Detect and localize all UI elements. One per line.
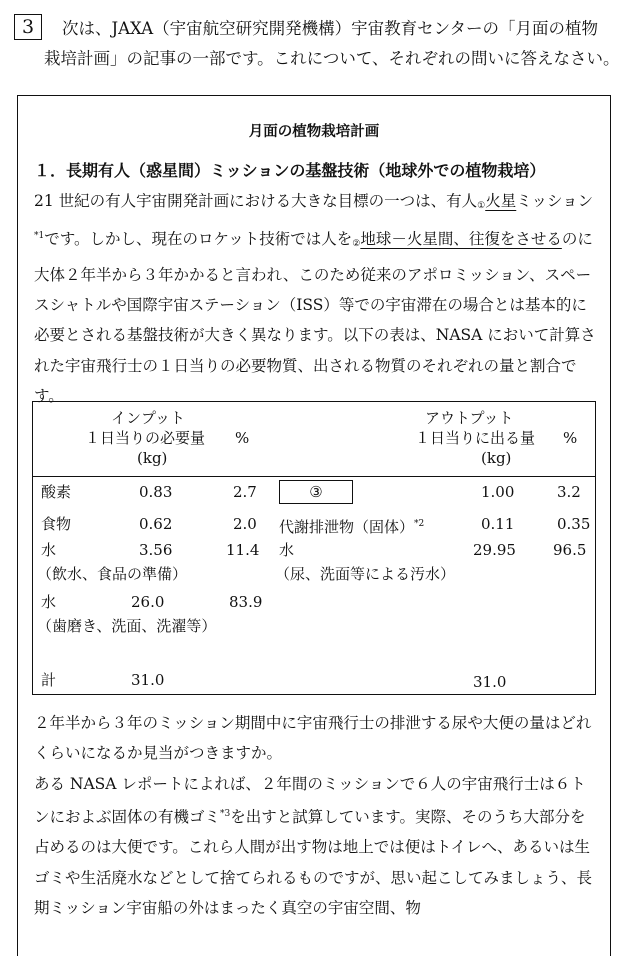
p3-text-a: ある NASA レポートによれば、２年間のミッションで６人の宇宙飛行士は６トンにおよぶ固体の有機ゴミ <box>34 774 586 827</box>
input-food-label: 食物 <box>41 515 72 533</box>
input-output-table <box>32 401 596 695</box>
output-solid-text: 代謝排泄物（固体） <box>279 518 415 536</box>
output-blank-amount: 1.00 <box>481 483 515 501</box>
output-solid-pct: 0.35 <box>557 515 591 533</box>
input-unit: (kg) <box>137 449 168 467</box>
output-solid-label <box>279 514 424 537</box>
input-oxygen-label: 酸素 <box>41 483 72 501</box>
output-unit: (kg) <box>481 449 512 467</box>
section-heading: １．長期有人（惑星間）ミッションの基盤技術（地球外での植物栽培） <box>34 161 546 180</box>
input-oxygen-pct: 2.7 <box>233 483 257 501</box>
input-food-amount: 0.62 <box>139 515 173 533</box>
p1-text-a: 21 世紀の有人宇宙開発計画における大きな目標の一つは、有人 <box>34 192 478 210</box>
input-water2-label: 水 <box>41 593 57 611</box>
marker-1: ① <box>477 201 486 211</box>
input-water1-label: 水 <box>41 541 57 559</box>
footnote-2: *2 <box>414 519 425 529</box>
article-title: 月面の植物栽培計画 <box>248 124 380 140</box>
underlined-term-1: 火星 <box>485 192 517 210</box>
question-instruction <box>44 14 624 74</box>
answer-blank-3[interactable]: ③ <box>279 480 353 504</box>
input-oxygen-amount: 0.83 <box>139 483 173 501</box>
output-header: アウトプット <box>425 409 514 427</box>
article-paragraph-2 <box>34 708 600 923</box>
article-frame <box>17 95 611 956</box>
article-paragraph-3 <box>34 769 600 924</box>
instruction-line-1: 次は、JAXA（宇宙航空研究開発機構）宇宙教育センターの「月面の植物 <box>62 19 598 38</box>
output-water-note: （尿、洗面等による汚水） <box>275 565 456 583</box>
input-pct-header: % <box>235 429 250 447</box>
output-blank-pct: 3.2 <box>557 483 581 501</box>
input-subheader: １日当りの必要量 <box>85 429 206 447</box>
question-number: 3 <box>14 14 42 40</box>
underlined-term-2: 地球－火星間、往復をさせる <box>360 230 562 249</box>
instruction-line-2: 栽培計画」の記事の一部です。これについて、それぞれの問いに答えなさい。 <box>44 49 620 68</box>
input-water2-pct: 83.9 <box>229 593 263 611</box>
footnote-3: *3 <box>220 808 231 819</box>
input-water1-pct: 11.4 <box>226 541 260 559</box>
output-water-pct: 96.5 <box>553 541 587 559</box>
input-header: インプット <box>111 409 185 427</box>
input-water1-note: （飲水、食品の準備） <box>37 565 188 583</box>
p1-text-b: ミッション <box>516 192 594 210</box>
p1-text-c: です。しかし、現在のロケット技術では人を <box>44 230 353 249</box>
input-food-pct: 2.0 <box>233 515 257 533</box>
p3-text-b: を出すと試算しています。実際、そのうち大部分を占めるのは大便です。これら人間が出す物は地上では便はトイレへ、あるいは生ゴミや生活廃水などとして捨てられるものですが、思い起こしてみましょう、長期ミッション宇宙船の外はまったく真空の宇宙空間、物 <box>34 808 593 917</box>
p1-text-d: のに大体２年半から３年かかると言われ、このため従来のアポロミッション、スペースシャトルや国際宇宙ステーション（ISS）等での宇宙滞在の場合とは基本的に必要とされる基盤技術が大きく異なります。以下の表は、NASA において計算された宇宙飛行士の１日当りの必要物質、出される物質のそれぞれの量と割合です。 <box>34 230 596 405</box>
output-water-label: 水 <box>279 541 295 559</box>
input-total-label: 計 <box>41 671 57 689</box>
output-subheader: １日当りに出る量 <box>415 429 536 447</box>
output-total-amount: 31.0 <box>473 673 507 691</box>
footnote-1: *1 <box>34 231 45 242</box>
marker-2: ② <box>352 239 361 250</box>
output-pct-header: % <box>563 429 578 447</box>
article-paragraph-1 <box>34 186 600 411</box>
input-water2-note: （歯磨き、洗面、洗濯等） <box>37 617 217 635</box>
output-water-amount: 29.95 <box>473 541 516 559</box>
header-divider <box>33 476 595 477</box>
input-water2-amount: 26.0 <box>131 593 165 611</box>
input-water1-amount: 3.56 <box>139 541 173 559</box>
input-total-amount: 31.0 <box>131 671 165 689</box>
p2-text: ２年半から３年のミッション期間中に宇宙飛行士の排泄する尿や大便の量はどれくらいになるか見当がつきますか。 <box>34 714 592 763</box>
output-solid-amount: 0.11 <box>481 515 515 533</box>
